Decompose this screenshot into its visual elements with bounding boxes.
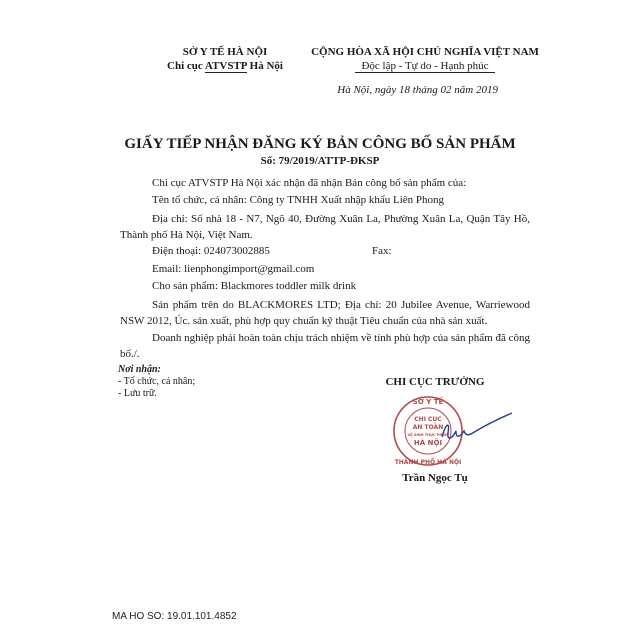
recipients-label: Nơi nhận:	[118, 364, 161, 375]
header-right-motto	[305, 60, 545, 72]
svg-text:SỞ Y TẾ: SỞ Y TẾ	[412, 398, 444, 406]
header-left-agency: SỞ Y TẾ HÀ NỘI	[182, 46, 268, 58]
recipient-item: - Lưu trữ.	[118, 388, 157, 399]
body-responsibility: Doanh nghiệp phải hoàn toàn chịu trách nhiệm về tính phù hợp của sản phẩm đã công bố./.	[120, 332, 530, 360]
svg-text:CHI CỤC: CHI CỤC	[414, 416, 442, 423]
signer-name: Trần Ngọc Tụ	[402, 472, 468, 484]
official-stamp-seal	[390, 393, 520, 469]
header-left-department	[150, 60, 300, 72]
svg-text:HÀ NỘI: HÀ NỘI	[413, 439, 443, 447]
body-org: Tên tổ chức, cá nhân: Công ty TNHH Xuất nhập khẩu Liên Phong	[152, 194, 445, 206]
svg-text:AN TOÀN: AN TOÀN	[412, 424, 444, 431]
document-title: GIẤY TIẾP NHẬN ĐĂNG KÝ BẢN CÔNG BỐ SẢN PHẨM	[124, 136, 516, 152]
body-intro: Chi cục ATVSTP Hà Nội xác nhận đã nhận Bản công bố sản phẩm của:	[152, 177, 467, 189]
dept-suffix: Hà Nội	[246, 60, 283, 72]
motto-text: Độc lập - Tự do - Hạnh phúc	[355, 60, 494, 73]
document-date: Hà Nội, ngày 18 tháng 02 năm 2019	[337, 84, 498, 96]
header-right-nation: CỘNG HÒA XÃ HỘI CHỦ NGHĨA VIỆT NAM	[311, 46, 539, 58]
document-number: Số: 79/2019/ATTP-ĐKSP	[260, 155, 380, 167]
body-manufacturer: Sản phẩm trên do BLACKMORES LTD; Địa chỉ: 20 Jubilee Avenue, Warriewood NSW 2012, Úc. sản xuất, phù hợp quy chuẩn kỹ thuật Tiêu chuẩn của nhà sản xuất.	[120, 299, 530, 327]
body-fax: Fax:	[372, 245, 392, 257]
body-product: Cho sản phẩm: Blackmores toddler milk drink	[152, 280, 357, 292]
dept-mid: ATVSTP	[204, 60, 247, 72]
svg-text:VỆ SINH THỰC PHẨM: VỆ SINH THỰC PHẨM	[407, 433, 449, 437]
body-phone: Điện thoại: 024073002885	[152, 245, 270, 257]
signature-title: CHI CỤC TRƯỞNG	[385, 376, 485, 388]
body-email: Email: lienphongimport@gmail.com	[152, 263, 315, 275]
body-address: Địa chỉ: Số nhà 18 - N7, Ngõ 40, Đường Xuân La, Phường Xuân La, Quận Tây Hồ, Thành phố Hà Nội, Việt Nam.	[120, 213, 530, 241]
file-code: MA HO SO: 19.01.101.4852	[112, 611, 237, 622]
svg-text:THÀNH PHỐ HÀ NỘI: THÀNH PHỐ HÀ NỘI	[394, 459, 462, 466]
dept-prefix: Chi cục	[167, 60, 205, 72]
recipient-item: - Tổ chức, cá nhân;	[118, 376, 196, 387]
